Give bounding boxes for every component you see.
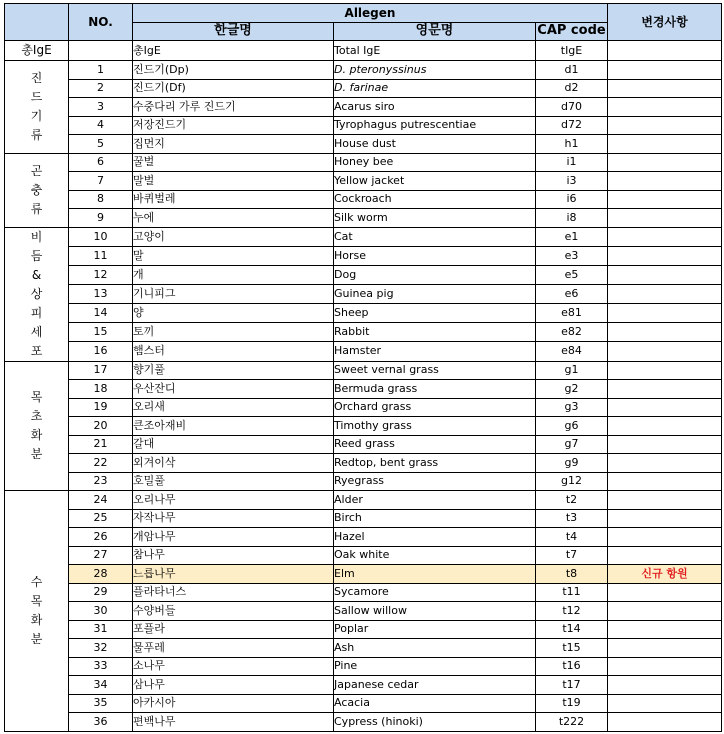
allergen-number: 34 — [69, 676, 133, 695]
table-row — [5, 116, 722, 135]
allergen-number: 24 — [69, 491, 133, 510]
english-name: Honey bee — [334, 153, 536, 172]
category-cell — [5, 227, 69, 361]
allergen-number: 17 — [69, 361, 133, 380]
english-name: Poplar — [334, 620, 536, 639]
allergen-number: 12 — [69, 265, 133, 284]
change-note — [608, 528, 722, 547]
table-row — [5, 135, 722, 154]
cap-code: t15 — [536, 639, 608, 658]
english-name: Timothy grass — [334, 417, 536, 436]
cap-code: t222 — [536, 713, 608, 732]
allergen-number: 16 — [69, 342, 133, 361]
category-cell — [5, 491, 69, 732]
korean-name: 아카시아 — [133, 694, 334, 713]
category-cell — [5, 61, 69, 154]
cap-code: t8 — [536, 565, 608, 584]
table-row — [5, 639, 722, 658]
english-name: Rabbit — [334, 323, 536, 342]
cap-code: t7 — [536, 546, 608, 565]
table-row — [5, 323, 722, 342]
cap-code: i1 — [536, 153, 608, 172]
category-label: 수 목 화 분 — [30, 574, 43, 646]
cap-code: g2 — [536, 380, 608, 399]
table-row — [5, 528, 722, 547]
cap-code: g1 — [536, 361, 608, 380]
change-note — [608, 323, 722, 342]
cap-code: t17 — [536, 676, 608, 695]
korean-name: 큰조아재비 — [133, 417, 334, 436]
allergen-number: 27 — [69, 546, 133, 565]
cap-code: d72 — [536, 116, 608, 135]
allergen-number: 1 — [69, 61, 133, 80]
english-name: Guinea pig — [334, 284, 536, 303]
table-row — [5, 398, 722, 417]
table-row — [5, 713, 722, 732]
english-name: Horse — [334, 246, 536, 265]
allergen-number: 6 — [69, 153, 133, 172]
korean-name: 삼나무 — [133, 676, 334, 695]
change-note — [608, 546, 722, 565]
table-row — [5, 676, 722, 695]
change-note — [608, 602, 722, 621]
cap-code: t2 — [536, 491, 608, 510]
table-row — [5, 694, 722, 713]
korean-name: 햄스터 — [133, 342, 334, 361]
table-row — [5, 417, 722, 436]
english-name: Cockroach — [334, 190, 536, 209]
cap-code: g6 — [536, 417, 608, 436]
change-header: 변경사항 — [608, 4, 722, 41]
cap-code: g7 — [536, 435, 608, 454]
korean-name: 말 — [133, 246, 334, 265]
english-name: Ryegrass — [334, 472, 536, 491]
table-row — [5, 602, 722, 621]
korean-name: 고양이 — [133, 227, 334, 246]
allergen-number: 35 — [69, 694, 133, 713]
category-cell — [5, 41, 69, 61]
korean-name: 향기풀 — [133, 361, 334, 380]
cap-code: i6 — [536, 190, 608, 209]
korean-name: 느릅나무 — [133, 565, 334, 584]
korean-name: 저장진드기 — [133, 116, 334, 135]
change-note — [608, 639, 722, 658]
allergen-number: 19 — [69, 398, 133, 417]
cap-code: t11 — [536, 583, 608, 602]
allergen-number: 2 — [69, 79, 133, 98]
table-row — [5, 435, 722, 454]
allergen-number: 30 — [69, 602, 133, 621]
no-header: NO. — [69, 4, 133, 41]
allergen-number: 32 — [69, 639, 133, 658]
allergen-number: 33 — [69, 657, 133, 676]
change-note — [608, 472, 722, 491]
korean-name: 진드기(Df) — [133, 79, 334, 98]
english-name: Total IgE — [334, 41, 536, 61]
table-row — [5, 342, 722, 361]
table-row — [5, 153, 722, 172]
cap-code: h1 — [536, 135, 608, 154]
table-row — [5, 472, 722, 491]
korean-name: 외겨이삭 — [133, 454, 334, 473]
english-name: Alder — [334, 491, 536, 510]
korean-name: 포플라 — [133, 620, 334, 639]
category-header — [5, 4, 69, 41]
english-name: Reed grass — [334, 435, 536, 454]
change-note — [608, 265, 722, 284]
english-name: Silk worm — [334, 209, 536, 228]
korean-name: 수중다리 가루 진드기 — [133, 98, 334, 117]
english-name: Oak white — [334, 546, 536, 565]
english-name: Hamster — [334, 342, 536, 361]
english-name: Bermuda grass — [334, 380, 536, 399]
korean-name: 오리새 — [133, 398, 334, 417]
change-note — [608, 435, 722, 454]
change-note — [608, 398, 722, 417]
table-row — [5, 265, 722, 284]
korean-name: 꿀벌 — [133, 153, 334, 172]
korean-name: 집먼지 — [133, 135, 334, 154]
change-note — [608, 620, 722, 639]
korean-name: 우산잔디 — [133, 380, 334, 399]
english-name: Elm — [334, 565, 536, 584]
allergen-number: 23 — [69, 472, 133, 491]
allergen-number: 3 — [69, 98, 133, 117]
korean-name: 갈대 — [133, 435, 334, 454]
cap-code: d2 — [536, 79, 608, 98]
category-label: 목 초 화 분 — [30, 389, 43, 461]
cap-code: t14 — [536, 620, 608, 639]
change-note — [608, 342, 722, 361]
korean-name: 총IgE — [133, 41, 334, 61]
cap-code: t12 — [536, 602, 608, 621]
table-row — [5, 79, 722, 98]
change-note — [608, 135, 722, 154]
category-label: 진 드 기 류 — [30, 70, 43, 142]
english-name: Dog — [334, 265, 536, 284]
change-note — [608, 676, 722, 695]
cap-code: e1 — [536, 227, 608, 246]
table-row — [5, 172, 722, 191]
cap-code: e3 — [536, 246, 608, 265]
english-name: D. farinae — [334, 79, 536, 98]
allergen-number: 14 — [69, 304, 133, 323]
korean-name: 자작나무 — [133, 509, 334, 528]
english-name: Orchard grass — [334, 398, 536, 417]
english-name: Sheep — [334, 304, 536, 323]
allergen-number: 21 — [69, 435, 133, 454]
change-note — [608, 98, 722, 117]
korean-name: 플라타너스 — [133, 583, 334, 602]
allergen-number: 9 — [69, 209, 133, 228]
change-note — [608, 209, 722, 228]
korean-name: 토끼 — [133, 323, 334, 342]
table-row — [5, 304, 722, 323]
cap-code: t3 — [536, 509, 608, 528]
korean-name: 바퀴벌레 — [133, 190, 334, 209]
allergen-number: 28 — [69, 565, 133, 584]
allergen-number: 13 — [69, 284, 133, 303]
korean-name: 소나무 — [133, 657, 334, 676]
category-cell — [5, 153, 69, 227]
table-row — [5, 284, 722, 303]
table-row — [5, 41, 722, 61]
table-row — [5, 380, 722, 399]
korean-name: 오리나무 — [133, 491, 334, 510]
english-name: Sweet vernal grass — [334, 361, 536, 380]
table-row — [5, 227, 722, 246]
english-name: Ash — [334, 639, 536, 658]
category-cell — [5, 361, 69, 491]
korean-name: 개암나무 — [133, 528, 334, 547]
cap-code: g9 — [536, 454, 608, 473]
change-note — [608, 227, 722, 246]
allergen-number: 26 — [69, 528, 133, 547]
table-row — [5, 454, 722, 473]
change-note — [608, 116, 722, 135]
english-name: Acarus siro — [334, 98, 536, 117]
change-note — [608, 172, 722, 191]
change-note — [608, 79, 722, 98]
korean-name: 호밀풀 — [133, 472, 334, 491]
korean-name: 말벌 — [133, 172, 334, 191]
allergen-number: 29 — [69, 583, 133, 602]
korean-name-header: 한글명 — [133, 22, 334, 41]
cap-code: t16 — [536, 657, 608, 676]
english-name: Acacia — [334, 694, 536, 713]
change-note — [608, 694, 722, 713]
change-note — [608, 380, 722, 399]
allergen-number: 5 — [69, 135, 133, 154]
english-name: D. pteronyssinus — [334, 61, 536, 80]
cap-code: d1 — [536, 61, 608, 80]
korean-name: 편백나무 — [133, 713, 334, 732]
change-note — [608, 454, 722, 473]
table-row — [5, 509, 722, 528]
allergen-number: 10 — [69, 227, 133, 246]
allergen-table — [4, 3, 722, 732]
english-name: Hazel — [334, 528, 536, 547]
cap-code: e5 — [536, 265, 608, 284]
english-name: Yellow jacket — [334, 172, 536, 191]
korean-name: 양 — [133, 304, 334, 323]
change-note — [608, 284, 722, 303]
allergen-number: 8 — [69, 190, 133, 209]
cap-code: e81 — [536, 304, 608, 323]
cap-code: e82 — [536, 323, 608, 342]
korean-name: 물푸레 — [133, 639, 334, 658]
change-note — [608, 509, 722, 528]
change-note — [608, 491, 722, 510]
english-name: Sycamore — [334, 583, 536, 602]
allergen-number: 7 — [69, 172, 133, 191]
change-note — [608, 61, 722, 80]
english-name: House dust — [334, 135, 536, 154]
table-row — [5, 246, 722, 265]
allegen-header: Allegen — [133, 4, 608, 23]
allergen-number — [69, 41, 133, 61]
korean-name: 기니피그 — [133, 284, 334, 303]
cap-code: t19 — [536, 694, 608, 713]
change-note: 신규 항원 — [608, 565, 722, 584]
category-label: 총IgE — [21, 43, 52, 57]
category-label: 곤 충 류 — [30, 163, 43, 216]
table-row — [5, 583, 722, 602]
english-name: Sallow willow — [334, 602, 536, 621]
change-note — [608, 417, 722, 436]
change-note — [608, 657, 722, 676]
allergen-number: 36 — [69, 713, 133, 732]
table-row — [5, 361, 722, 380]
table-row — [5, 657, 722, 676]
korean-name: 수양버들 — [133, 602, 334, 621]
change-note — [608, 190, 722, 209]
table-row — [5, 565, 722, 584]
cap-code: tIgE — [536, 41, 608, 61]
change-note — [608, 304, 722, 323]
allergen-number: 4 — [69, 116, 133, 135]
change-note — [608, 583, 722, 602]
table-row — [5, 98, 722, 117]
allergen-number: 25 — [69, 509, 133, 528]
korean-name: 진드기(Dp) — [133, 61, 334, 80]
cap-code: e84 — [536, 342, 608, 361]
category-label: 비 듬 & 상 피 세 포 — [30, 229, 43, 358]
english-name: Redtop, bent grass — [334, 454, 536, 473]
korean-name: 개 — [133, 265, 334, 284]
allergen-number: 11 — [69, 246, 133, 265]
table-row — [5, 61, 722, 80]
english-name: Tyrophagus putrescentiae — [334, 116, 536, 135]
allergen-number: 18 — [69, 380, 133, 399]
allergen-number: 31 — [69, 620, 133, 639]
change-note — [608, 41, 722, 61]
cap-code-header: CAP code — [536, 22, 608, 41]
korean-name: 누에 — [133, 209, 334, 228]
allergen-number: 15 — [69, 323, 133, 342]
english-name: Birch — [334, 509, 536, 528]
cap-code: i8 — [536, 209, 608, 228]
cap-code: e6 — [536, 284, 608, 303]
english-name: Cat — [334, 227, 536, 246]
cap-code: t4 — [536, 528, 608, 547]
english-name: Cypress (hinoki) — [334, 713, 536, 732]
table-row — [5, 546, 722, 565]
allergen-number: 20 — [69, 417, 133, 436]
korean-name: 참나무 — [133, 546, 334, 565]
cap-code: d70 — [536, 98, 608, 117]
table-row — [5, 209, 722, 228]
cap-code: i3 — [536, 172, 608, 191]
table-row — [5, 491, 722, 510]
allergen-number: 22 — [69, 454, 133, 473]
english-name-header: 영문명 — [334, 22, 536, 41]
table-row — [5, 620, 722, 639]
change-note — [608, 153, 722, 172]
change-note — [608, 713, 722, 732]
cap-code: g12 — [536, 472, 608, 491]
english-name: Pine — [334, 657, 536, 676]
english-name: Japanese cedar — [334, 676, 536, 695]
change-note — [608, 361, 722, 380]
change-note — [608, 246, 722, 265]
cap-code: g3 — [536, 398, 608, 417]
table-body — [5, 41, 722, 732]
table-row — [5, 190, 722, 209]
table-header — [5, 4, 722, 41]
